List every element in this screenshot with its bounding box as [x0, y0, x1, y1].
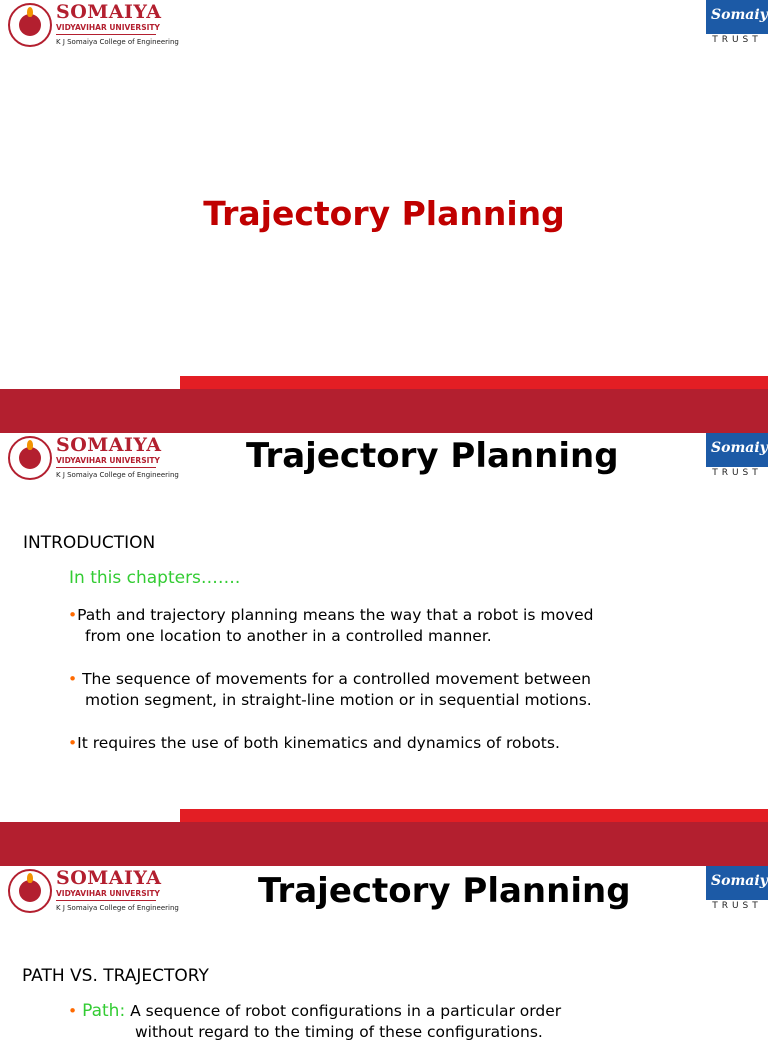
- list-item: [68, 669, 668, 711]
- logo-college: K J Somaiya College of Engineering: [56, 38, 179, 46]
- slide-heading-title: Trajectory Planning: [258, 871, 631, 911]
- bullet-line-1: Path and trajectory planning means the way that a robot is moved: [77, 606, 594, 624]
- logo-college: K J Somaiya College of Engineering: [56, 904, 179, 912]
- somaiya-seal-icon: [8, 436, 52, 480]
- trust-logo-word: TRUST: [712, 35, 762, 45]
- slide-title-text: Trajectory Planning: [203, 194, 565, 233]
- slide-path-vs-trajectory: [0, 866, 777, 1041]
- bullet-line-1: It requires the use of both kinematics and dynamics of robots.: [77, 734, 560, 752]
- trust-logo-word: TRUST: [712, 901, 762, 911]
- slide-heading-title: Trajectory Planning: [246, 436, 619, 476]
- footer-band-dark: [0, 822, 768, 866]
- bullet-line-2: motion segment, in straight-line motion or in sequential motions.: [85, 691, 592, 709]
- section-heading: INTRODUCTION: [23, 533, 156, 553]
- somaiya-logo: [4, 0, 187, 50]
- trust-logo-word: TRUST: [712, 468, 762, 478]
- bullet-dot-icon: •: [68, 606, 78, 624]
- trust-logo-script: Somaiya: [711, 440, 777, 456]
- somaiya-logo: [4, 433, 187, 483]
- footer-band-red: [180, 809, 768, 822]
- bullet-dot-icon: •: [68, 670, 78, 688]
- bullet-dot-icon: •: [68, 734, 78, 752]
- path-term: Path:: [82, 1001, 126, 1021]
- list-item: [68, 733, 668, 754]
- list-item: [68, 1001, 561, 1043]
- bullet-line-2: from one location to another in a controlled manner.: [85, 627, 492, 645]
- footer-band-dark: [0, 389, 768, 433]
- trust-logo: [706, 0, 777, 46]
- somaiya-seal-icon: [8, 3, 52, 47]
- logo-brand: SOMAIYA: [56, 434, 162, 456]
- intro-text: In this chapters…….: [69, 568, 241, 588]
- bullet-line-1: The sequence of movements for a controlled movement between: [77, 670, 591, 688]
- slide-introduction: [0, 433, 777, 866]
- section-heading: PATH VS. TRAJECTORY: [22, 966, 209, 986]
- path-definition-line-2: without regard to the timing of these configurations.: [135, 1023, 543, 1041]
- bullet-dot-icon: •: [68, 1002, 78, 1020]
- trust-logo-script: Somaiya: [711, 873, 777, 889]
- somaiya-seal-icon: [8, 869, 52, 913]
- trust-logo-script: Somaiya: [711, 7, 777, 23]
- somaiya-logo: [4, 866, 187, 916]
- logo-university: VIDYAVIHAR UNIVERSITY: [56, 23, 160, 32]
- logo-university: VIDYAVIHAR UNIVERSITY: [56, 456, 160, 465]
- list-item: [68, 605, 668, 647]
- logo-college: K J Somaiya College of Engineering: [56, 471, 179, 479]
- slide-title: [0, 0, 777, 433]
- logo-university: VIDYAVIHAR UNIVERSITY: [56, 889, 160, 898]
- logo-brand: SOMAIYA: [56, 1, 162, 23]
- logo-brand: SOMAIYA: [56, 867, 162, 889]
- path-definition-line-1: A sequence of robot configurations in a particular order: [130, 1002, 562, 1020]
- trust-logo: [706, 433, 777, 479]
- footer-band-red: [180, 376, 768, 389]
- trust-logo: [706, 866, 777, 912]
